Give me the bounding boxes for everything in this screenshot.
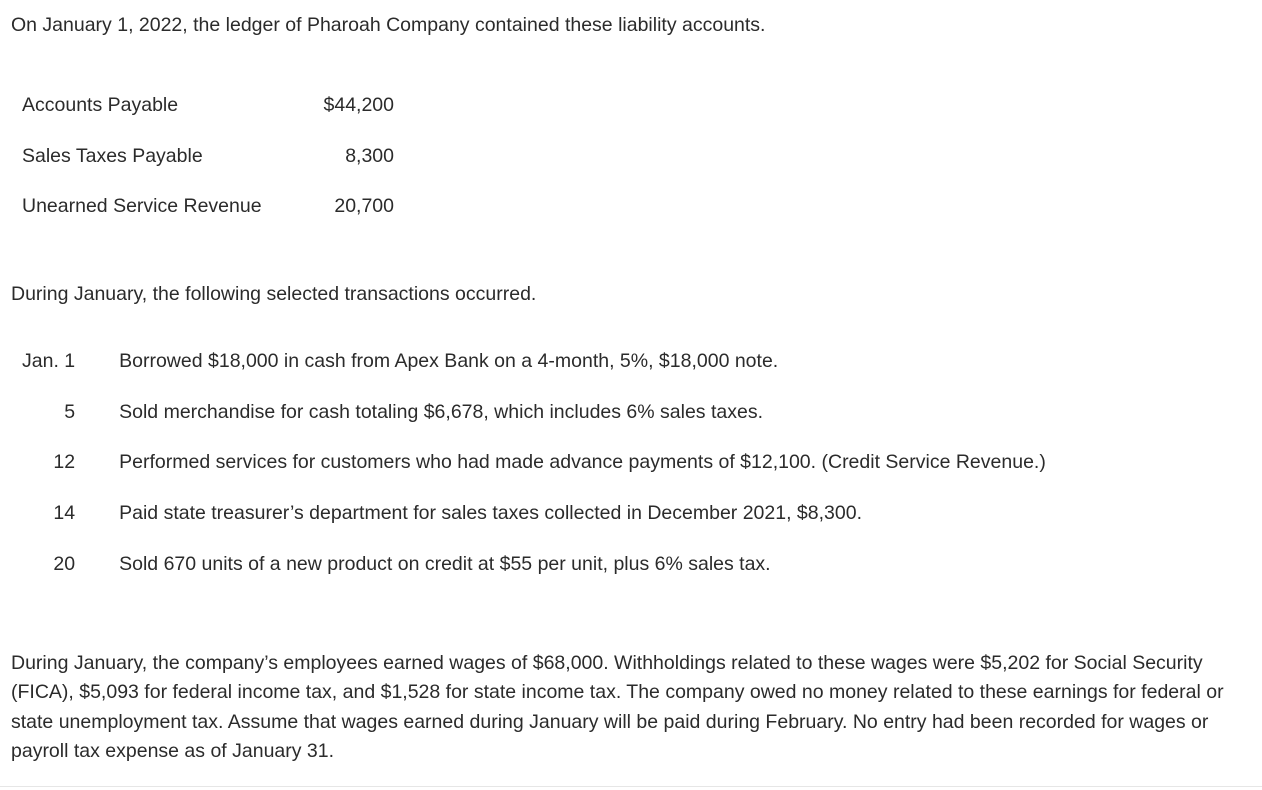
divider <box>0 786 1262 787</box>
account-name: Unearned Service Revenue <box>22 195 262 218</box>
liability-accounts-table <box>22 80 394 232</box>
account-amount: 8,300 <box>345 144 394 167</box>
transaction-date: 14 <box>53 502 76 525</box>
account-amount: 20,700 <box>334 195 394 218</box>
table-row <box>22 500 1046 551</box>
transaction-description: Sold 670 units of a new product on credit at $55 per unit, plus 6% sales tax. <box>119 552 771 575</box>
table-row <box>22 80 394 131</box>
transaction-date: 5 <box>64 400 76 423</box>
table-row <box>22 551 1046 602</box>
transaction-description: Borrowed $18,000 in cash from Apex Bank on a 4-month, 5%, $18,000 note. <box>119 350 779 372</box>
transaction-description: Sold merchandise for cash totaling $6,678, which includes 6% sales taxes. <box>119 400 763 423</box>
transactions-intro: During January, the following selected transactions occurred. <box>11 283 537 305</box>
table-row <box>22 449 1046 500</box>
payroll-paragraph: During January, the company’s employees earned wages of $68,000. Withholdings related to these wages were $5,202 for Social Security (FICA), $5,093 for federal income tax, and $1,528 for state income tax. The company owed no money related to these earnings for federal or state unemployment tax. Assume that wages earned during January will be paid during February. No entry had been recorded for wages or payroll tax expense as of January 31. <box>11 652 1224 762</box>
account-amount: $44,200 <box>323 94 394 117</box>
table-row <box>22 399 1046 450</box>
transactions-table <box>22 348 1046 601</box>
table-row <box>22 181 394 232</box>
account-name: Accounts Payable <box>22 94 179 117</box>
account-name: Sales Taxes Payable <box>22 144 203 167</box>
table-row <box>22 131 394 182</box>
transaction-date: 20 <box>53 552 76 575</box>
table-row <box>22 348 1046 399</box>
transaction-date: Jan. 1 <box>22 350 76 372</box>
transaction-date: 12 <box>53 451 76 474</box>
transaction-description: Paid state treasurer’s department for sales taxes collected in December 2021, $8,300. <box>119 502 862 525</box>
transaction-description: Performed services for customers who had made advance payments of $12,100. (Credit Service Revenue.) <box>119 451 1046 474</box>
intro-text: On January 1, 2022, the ledger of Pharoah Company contained these liability accounts. <box>11 14 766 36</box>
